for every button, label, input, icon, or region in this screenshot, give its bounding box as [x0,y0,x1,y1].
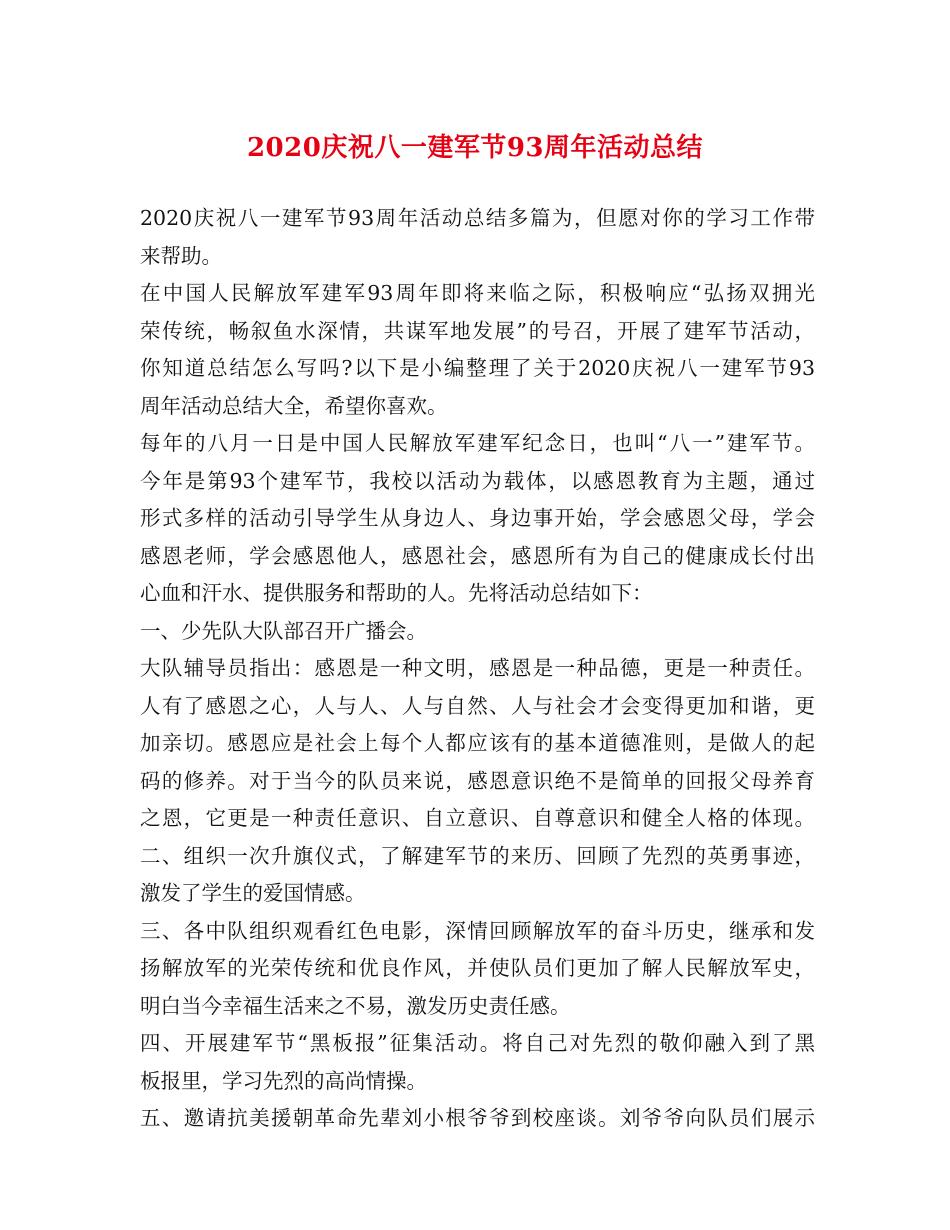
body-text-line: 心血和汗水、提供服务和帮助的人。先将活动总结如下： [140,581,653,605]
body-text-line: 形式多样的活动引导学生从身边人、身边事开始，学会感恩父母，学会 [140,506,815,530]
body-text-line: 一、少先队大队部召开广播会。 [140,618,427,643]
body-text-line: 五、邀请抗美援朝革命先辈刘小根爷爷到校座谈。刘爷爷向队员们展示 [140,1106,815,1130]
body-text-line: 三、各中队组织观看红色电影，深情回顾解放军的奋斗历史，继承和发 [140,918,815,943]
body-text-line: 明白当今幸福生活来之不易，激发历史责任感。 [140,993,571,1018]
body-text-line: 之恩，它更是一种责任意识、自立意识、自尊意识和健全人格的体现。 [140,806,815,830]
body-text-line: 感恩老师，学会感恩他人，感恩社会，感恩所有为自己的健康成长付出 [140,543,815,568]
body-text-line: 激发了学生的爱国情感。 [140,881,366,905]
document-title: 2020庆祝八一建军节93周年活动总结 [246,133,704,163]
body-text-line: 人有了感恩之心，人与人、人与自然、人与社会才会变得更加和谐，更 [140,693,815,718]
body-text-line: 周年活动总结大全，希望你喜欢。 [140,393,448,418]
body-text-line: 今年是第93个建军节，我校以活动为载体，以感恩教育为主题，通过 [140,468,815,493]
body-text-line: 每年的八月一日是中国人民解放军建军纪念日，也叫“八一”建军节。 [140,431,815,455]
body-text-line: 扬解放军的光荣传统和优良作风，并使队员们更加了解人民解放军史， [140,956,815,980]
document-body [140,200,815,1138]
body-text-line: 加亲切。感恩应是社会上每个人都应该有的基本道德准则，是做人的起 [140,731,815,755]
body-text-line: 2020庆祝八一建军节93周年活动总结多篇为，但愿对你的学习工作带 [140,206,815,230]
body-text-line: 二、组织一次升旗仪式，了解建军节的来历、回顾了先烈的英勇事迹， [140,843,815,868]
body-text-line: 荣传统，畅叙鱼水深情，共谋军地发展”的号召，开展了建军节活动， [140,318,815,343]
body-text-line: 来帮助。 [140,243,222,268]
body-text-line: 大队辅导员指出：感恩是一种文明，感恩是一种品德，更是一种责任。 [140,656,815,680]
body-text-line: 四、开展建军节“黑板报”征集活动。将自己对先烈的敬仰融入到了黑 [140,1031,815,1055]
body-text-line: 在中国人民解放军建军93周年即将来临之际，积极响应“弘扬双拥光 [140,281,815,305]
body-text-line: 码的修养。对于当今的队员来说，感恩意识绝不是简单的回报父母养育 [140,768,815,793]
body-text-line: 你知道总结怎么写吗?以下是小编整理了关于2020庆祝八一建军节93 [140,356,815,380]
body-text-line: 板报里，学习先烈的高尚情操。 [140,1068,427,1093]
